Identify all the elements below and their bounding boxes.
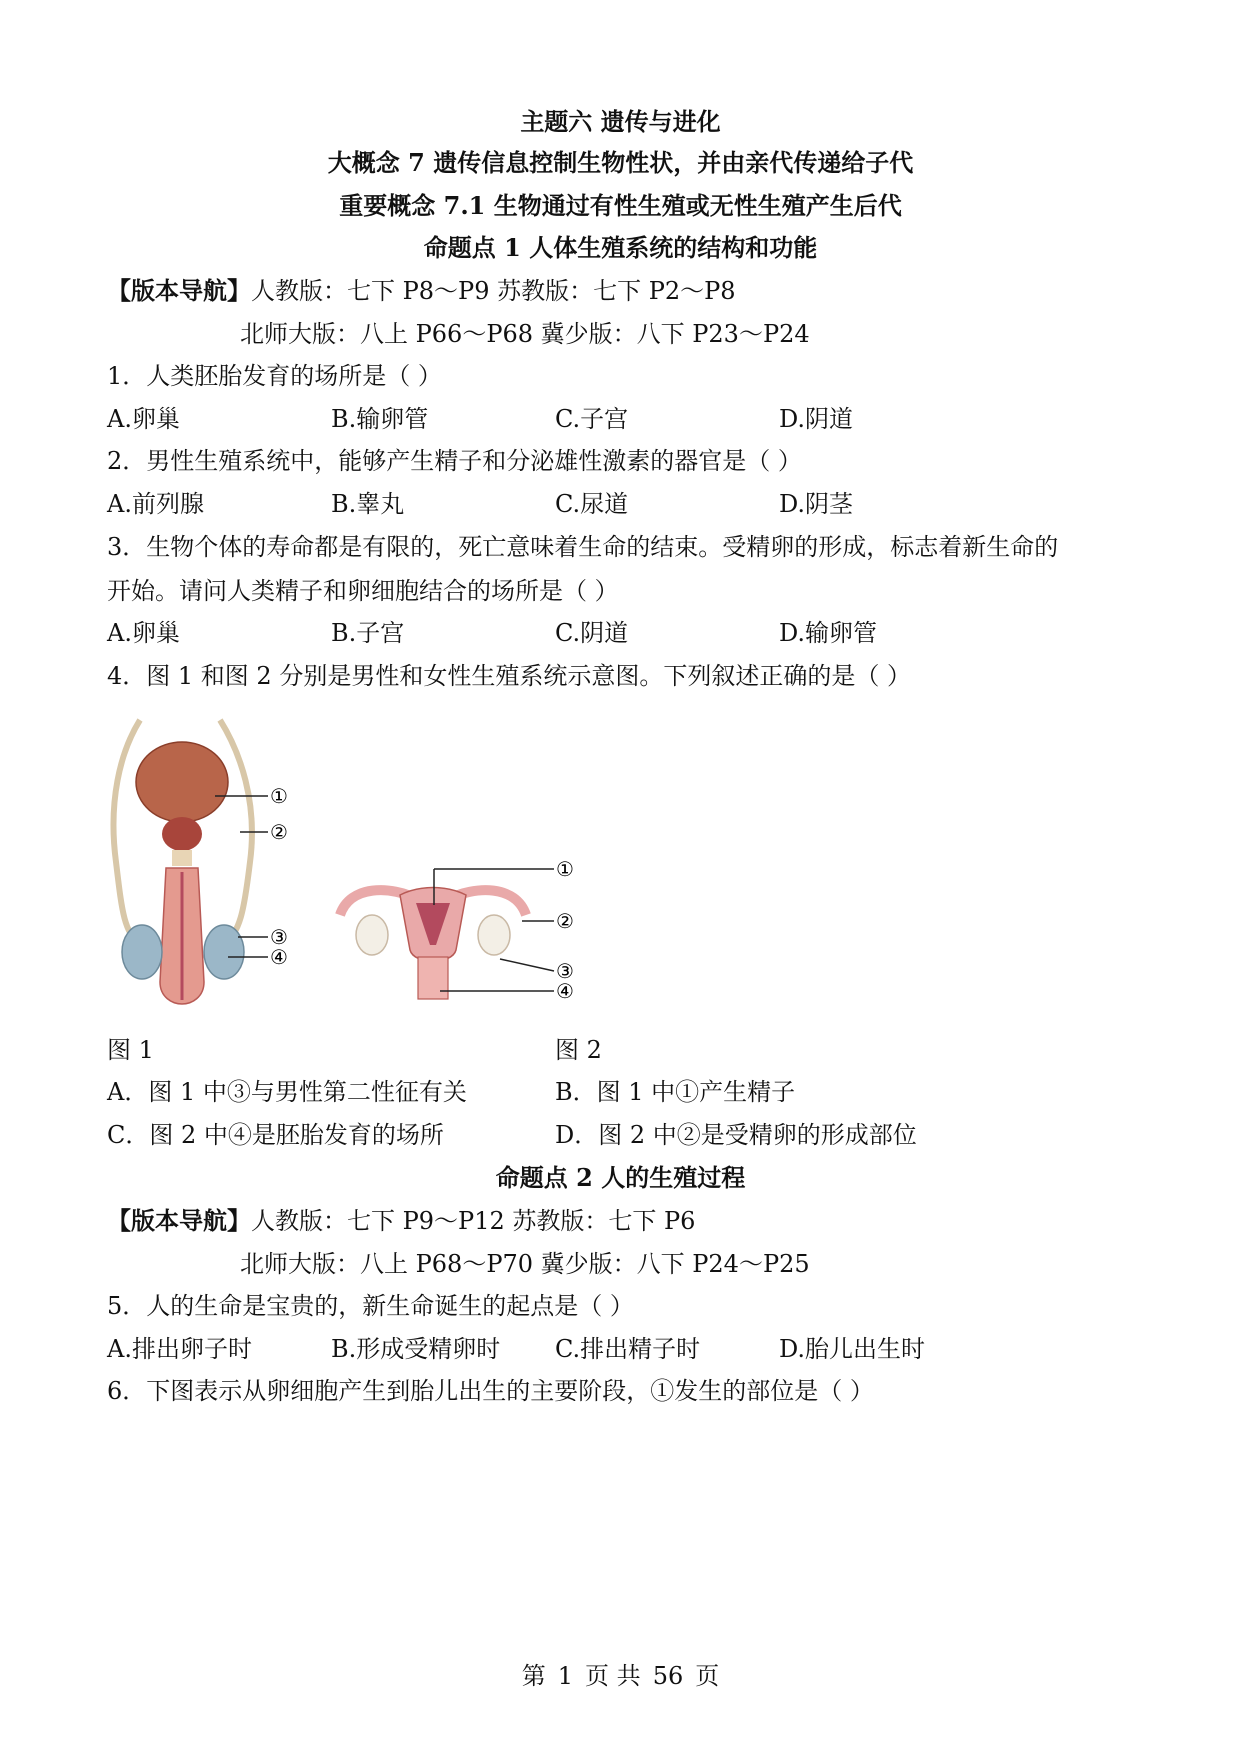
- question-3-stem-line2: 开始。请问人类精子和卵细胞结合的场所是（ ）: [107, 577, 619, 605]
- version-nav-2-line2: 北师大版：八上 P68～P70 冀少版：八下 P24～P25: [240, 1250, 810, 1278]
- question-5-option-d: D.胎儿出生时: [779, 1335, 926, 1363]
- question-1-option-b: B.输卵管: [331, 405, 429, 433]
- question-3-option-d: D.输卵管: [779, 619, 878, 647]
- important-concept-heading: 重要概念 7.1 生物通过有性生殖或无性生殖产生后代: [339, 191, 902, 220]
- left-ovary: [356, 915, 388, 955]
- version-nav-label: 【版本导航】: [107, 276, 251, 305]
- question-5-stem: 5．人的生命是宝贵的，新生命诞生的起点是（ ）: [107, 1292, 634, 1320]
- fig1-label-2: ②: [270, 820, 288, 844]
- proposition-point-1-heading: 命题点 1 人体生殖系统的结构和功能: [423, 233, 818, 262]
- question-2-option-d: D.阴茎: [779, 490, 854, 518]
- question-1-option-a: A.卵巢: [107, 405, 180, 433]
- fig2-label-3: ③: [556, 959, 574, 983]
- figure-1-caption: 图 1: [107, 1036, 154, 1064]
- question-6-stem: 6．下图表示从卵细胞产生到胎儿出生的主要阶段，①发生的部位是（ ）: [107, 1377, 874, 1405]
- version-nav-line: 人教版：七下 P8～P9 苏教版：七下 P2～P8: [251, 277, 736, 305]
- question-4-option-c: C．图 2 中④是胚胎发育的场所: [107, 1121, 444, 1149]
- question-5-option-b: B.形成受精卵时: [331, 1335, 501, 1363]
- question-2-option-b: B.睾丸: [331, 490, 405, 518]
- fig2-label-1: ①: [556, 857, 574, 881]
- footer-prefix: 第: [521, 1662, 546, 1690]
- question-3-option-b: B.子宫: [331, 619, 405, 647]
- version-nav-label: 【版本导航】: [107, 1206, 251, 1235]
- footer-suffix: 页: [695, 1662, 720, 1690]
- big-concept-heading: 大概念 7 遗传信息控制生物性状，并由亲代传递给子代: [327, 148, 914, 177]
- fig1-label-1: ①: [270, 784, 288, 808]
- version-nav-1: [107, 276, 736, 306]
- footer-total-pages: 56: [652, 1662, 684, 1690]
- question-4-option-b: B．图 1 中①产生精子: [555, 1078, 796, 1106]
- question-1-stem: 1．人类胚胎发育的场所是（ ）: [107, 362, 442, 390]
- question-2-option-a: A.前列腺: [107, 490, 204, 518]
- footer-page-number: 1: [557, 1662, 574, 1690]
- prostate: [162, 817, 202, 851]
- question-2-option-c: C.尿道: [555, 490, 629, 518]
- fig2-label-2: ②: [556, 909, 574, 933]
- question-4-option-d: D．图 2 中②是受精卵的形成部位: [555, 1121, 917, 1149]
- theme-heading: 主题六 遗传与进化: [520, 107, 721, 136]
- label-line-3: [500, 959, 554, 971]
- gland: [172, 850, 192, 866]
- left-testis: [122, 925, 162, 979]
- figure-2-caption: 图 2: [555, 1036, 602, 1064]
- question-1-option-c: C.子宫: [555, 405, 629, 433]
- question-2-stem: 2．男性生殖系统中，能够产生精子和分泌雄性激素的器官是（ ）: [107, 447, 802, 475]
- question-4-option-a: A．图 1 中③与男性第二性征有关: [107, 1078, 467, 1106]
- fig1-label-3: ③: [270, 925, 288, 949]
- female-reproductive-diagram: [330, 855, 590, 1005]
- question-3-option-c: C.阴道: [555, 619, 629, 647]
- version-nav-line: 人教版：七下 P9～P12 苏教版：七下 P6: [251, 1207, 696, 1235]
- question-3-stem-line1: 3．生物个体的寿命都是有限的，死亡意味着生命的结束。受精卵的形成，标志着新生命的: [107, 533, 1059, 561]
- version-nav-2: [107, 1206, 695, 1236]
- question-4-stem: 4．图 1 和图 2 分别是男性和女性生殖系统示意图。下列叙述正确的是（ ）: [107, 662, 911, 690]
- footer-middle: 页 共: [585, 1662, 641, 1690]
- right-testis: [204, 925, 244, 979]
- page-footer: [0, 1656, 1241, 1691]
- question-3-option-a: A.卵巢: [107, 619, 180, 647]
- vagina: [418, 957, 448, 999]
- proposition-point-2-heading: 命题点 2 人的生殖过程: [495, 1163, 746, 1192]
- right-ovary: [478, 915, 510, 955]
- question-1-option-d: D.阴道: [779, 405, 854, 433]
- left-vas-deferens: [113, 720, 140, 944]
- fig1-label-4: ④: [270, 945, 288, 969]
- fig2-label-4: ④: [556, 979, 574, 1003]
- male-reproductive-diagram: [100, 712, 300, 1012]
- bladder: [136, 742, 228, 822]
- question-5-option-c: C.排出精子时: [555, 1335, 701, 1363]
- version-nav-1-line2: 北师大版：八上 P66～P68 冀少版：八下 P23～P24: [240, 320, 810, 348]
- question-5-option-a: A.排出卵子时: [107, 1335, 252, 1363]
